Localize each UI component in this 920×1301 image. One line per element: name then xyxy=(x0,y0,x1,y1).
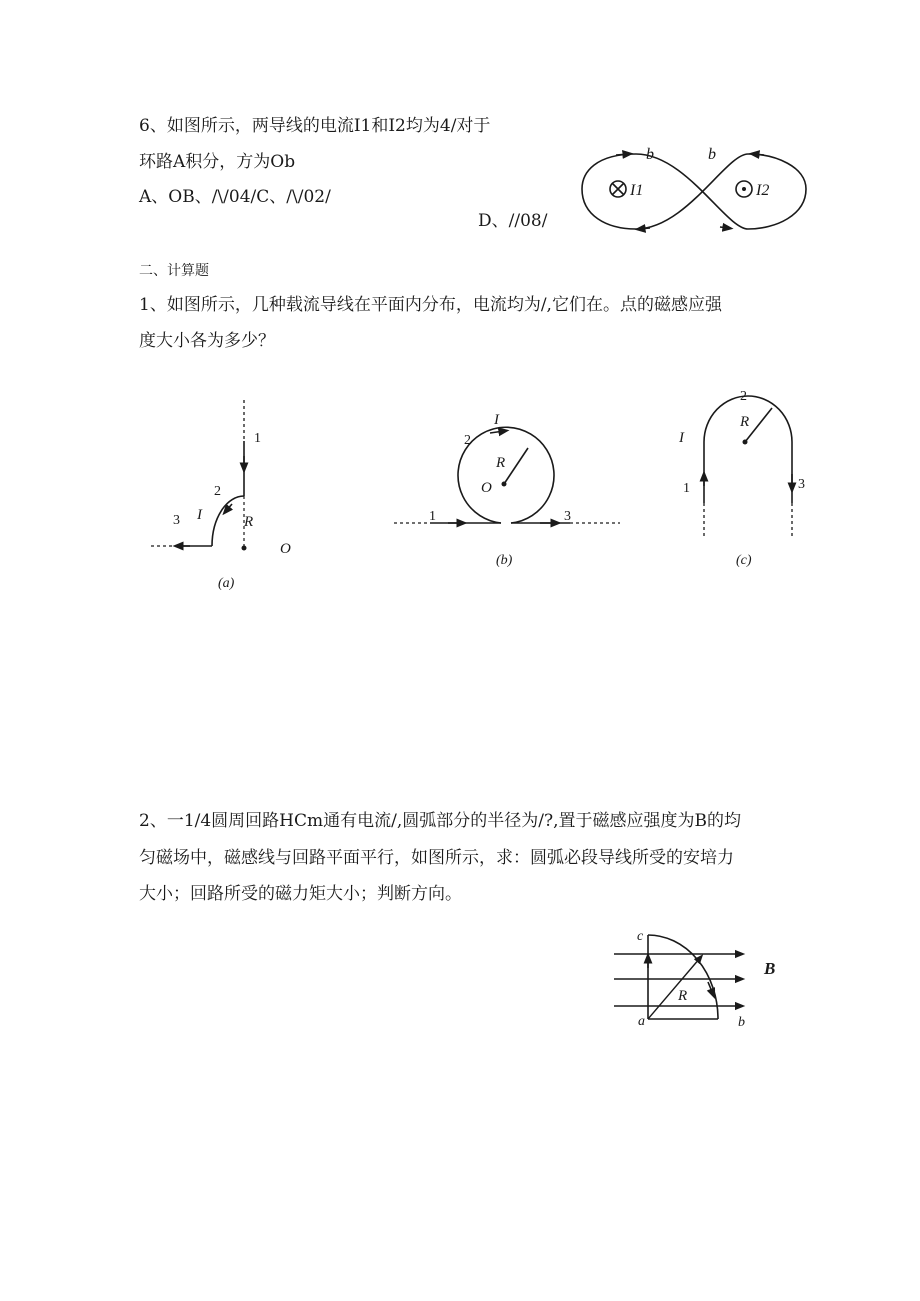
label-b-left: b xyxy=(646,146,654,163)
label-i1: I1 xyxy=(630,182,644,199)
label-b-right: b xyxy=(708,146,716,163)
wire-2-arrow xyxy=(226,504,232,511)
figure-eight-loop-figure xyxy=(576,137,816,237)
arrow-bottom-left xyxy=(640,228,650,229)
center-point-o xyxy=(242,546,247,551)
caption-b: (b) xyxy=(496,553,513,568)
label-r: R xyxy=(496,455,506,471)
figure-b xyxy=(390,404,630,574)
q2-line-3: 大小；回路所受的磁力矩大小；判断方向。 xyxy=(139,884,462,904)
wire-2-arc xyxy=(212,496,244,546)
q2-line-2: 匀磁场中，磁感线与回路平面平行，如图所示，求：圆弧必段导线所受的安培力 xyxy=(139,848,734,868)
label-3: 3 xyxy=(798,477,805,492)
label-i2: I2 xyxy=(756,182,770,199)
label-r: R xyxy=(740,414,750,430)
label-1: 1 xyxy=(683,481,690,496)
quarter-circle-field-figure xyxy=(610,928,810,1038)
center-point-o xyxy=(502,482,507,487)
label-1: 1 xyxy=(254,431,261,446)
label-i: I xyxy=(197,507,202,523)
label-field-b: B xyxy=(764,959,776,978)
arrow-top-left xyxy=(616,154,628,155)
label-2: 2 xyxy=(214,484,221,499)
q1-line-1: 1、如图所示，几种载流导线在平面内分布，电流均为/,它们在。点的磁感应强 xyxy=(139,295,722,315)
label-a: a xyxy=(638,1014,645,1029)
label-i: I xyxy=(679,430,684,446)
figure-a xyxy=(140,396,300,596)
current-into-page-icon xyxy=(610,181,626,197)
label-2: 2 xyxy=(740,389,747,404)
center-point-o xyxy=(743,440,748,445)
caption-a: (a) xyxy=(218,576,235,591)
label-3: 3 xyxy=(173,513,180,528)
q6-option-d: D、//08/ xyxy=(478,211,548,231)
current-out-of-page-icon xyxy=(736,181,752,197)
q6-line-2: 环路A积分，方为Ob xyxy=(139,152,296,172)
label-b: b xyxy=(738,1015,745,1030)
arrow-bottom-right xyxy=(720,227,728,228)
label-r: R xyxy=(678,988,688,1004)
q6-option-a-b-c: A、OB、/\/04/C、/\/02/ xyxy=(139,187,331,207)
label-r: R xyxy=(244,514,254,530)
q6-line-1: 6、如图所示，两导线的电流I1和I2均为4/对于 xyxy=(139,116,491,136)
wire-2-circle-loop xyxy=(458,427,554,523)
label-c: c xyxy=(637,929,644,944)
radius-line xyxy=(504,448,528,484)
label-3: 3 xyxy=(564,509,571,524)
section-title: 二、计算题 xyxy=(139,263,209,279)
q2-line-1: 2、一1/4圆周回路HCm通有电流/,圆弧部分的半径为/?,置于磁感应强度为B的均 xyxy=(139,811,741,831)
label-i: I xyxy=(494,412,499,428)
q1-line-2: 度大小各为多少？ xyxy=(139,331,275,351)
label-o: O xyxy=(481,480,492,496)
wire-2-arrow xyxy=(490,431,504,433)
arrow-top-right xyxy=(754,154,764,155)
figure-c xyxy=(672,378,822,568)
radius-line xyxy=(648,958,700,1019)
caption-c: (c) xyxy=(736,553,752,568)
label-o: O xyxy=(280,541,291,557)
label-1: 1 xyxy=(429,509,436,524)
label-2: 2 xyxy=(464,433,471,448)
